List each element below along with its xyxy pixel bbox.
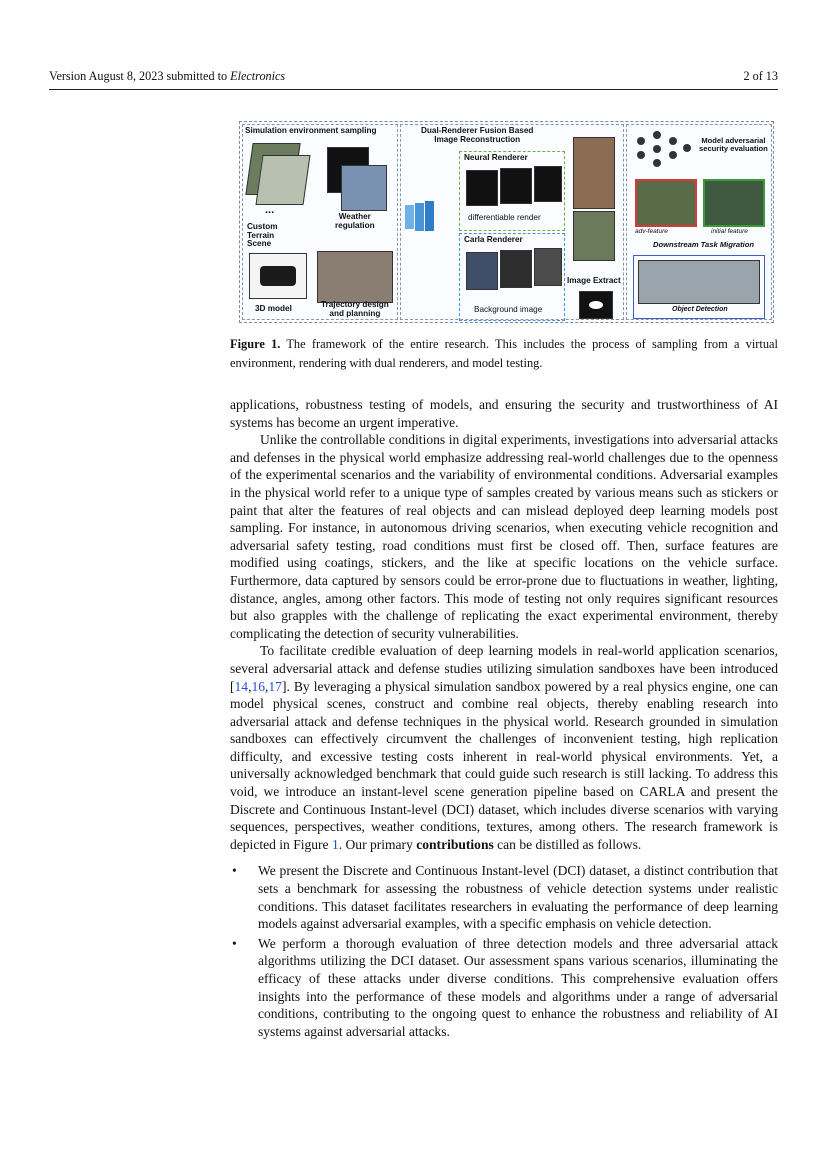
caption-label: Figure 1.: [230, 337, 281, 351]
citation-link[interactable]: 17: [268, 678, 282, 694]
contributions-list: [230, 862, 778, 1040]
model3d-label: 3D model: [255, 304, 292, 313]
panel-simulation-sampling: [242, 124, 398, 320]
figure-caption: [230, 335, 778, 372]
object-detection-box: [633, 255, 765, 319]
figure-1: [239, 121, 774, 323]
weather-thumb-2: [341, 165, 387, 211]
paragraph-3: To facilitate credible evaluation of deep learning models in real-world application scenarios, several adversarial attack and defense studies utilizing simulation sandboxes have been introduced [14,16,17]. By leveraging a physical simulation sandbox powered by a real physics engine, one can model physical scenes, construct and combine real objects, thereby enabling research into adversarial attack and defense techniques in the physical world. Research grounded in simulation sandboxes can effectively circumvent the challenges of inconvenient testing, high replication difficulty, and excessive testing costs inherent in real-world physical environments. Yet, a universally acknowledged benchmark that could guide such research is still lacking. To address this void, we introduce an instant-level scene generation pipeline based on CARLA and present the Discrete and Continuous Instant-level (DCI) dataset, which includes diverse scenarios with varying sequences, perspectives, weather conditions, textures, among others. The research framework is depicted in Figure 1. Our primary contributions can be distilled as follows.: [230, 643, 778, 852]
adv-car-thumb: [635, 179, 697, 227]
bullet-symbol: •: [232, 935, 237, 951]
terrain-map-thumb-2: [255, 155, 310, 205]
header-version: Version August 8, 2023 submitted to Electronics: [49, 68, 286, 83]
bullet-symbol: •: [232, 863, 237, 879]
differentiable-render-label: differentiable render: [468, 213, 541, 222]
panel2-title: Dual-Renderer Fusion Based Image Reconstruction: [421, 126, 534, 144]
background-image-label: Background image: [474, 305, 543, 314]
paragraph-2: Unlike the controllable conditions in digital experiments, investigations into adversarial attacks and defenses in the physical world emphasize addressing real-world challenges due to the openness of the experimental scenarios and the variability of environmental conditions. Adversarial examples in the physical world refer to a unique type of samples created by various means such as stickers or paint that alter the features of real objects and can mislead deployed deep learning models post sampling. For instance, in autonomous driving scenarios, when executing vehicle recognition and adversarial safety testing, road conditions must first be closed off. Then, surface features are modified using coatings, stickers, and the like at specific locations on the vehicle surface. Furthermore, data captured by sensors could be error-prone due to fluctuations in weather, lighting, distance, angles, among other factors. This mode of testing not only requires significant resources but also grapples with the challenge of replicating the exact experimental environment, thereby complicating the detection of security vulnerabilities.: [230, 432, 778, 641]
panel-dual-renderer: [400, 124, 624, 320]
detection-scene-thumb: [638, 260, 760, 304]
running-header: [49, 66, 778, 86]
downstream-label: Downstream Task Migration: [653, 240, 754, 249]
paragraph-1: applications, robustness testing of models, and ensuring the security and trustworthiness of AI systems has become an urgent imperative.: [230, 397, 778, 430]
figure-ref-link[interactable]: 1: [331, 836, 339, 852]
security-eval-label: Model adversarial security evaluation: [699, 136, 768, 153]
custom-terrain-label: Custom Terrain Scene: [247, 222, 278, 249]
render-thumb-3: [534, 166, 562, 202]
render-thumb-1: [466, 170, 498, 206]
panel-evaluation: [626, 124, 772, 320]
weather-label: Weather regulation: [335, 212, 375, 230]
header-rule: [49, 89, 778, 90]
caption-text: The framework of the entire research. This includes the process of sampling from a virtual environment, rendering with dual renderers, and model testing.: [230, 337, 778, 370]
adv-feature-label: adv-feature: [635, 228, 668, 235]
neural-renderer-label: Neural Renderer: [464, 153, 528, 162]
contributions-bold: contributions: [416, 836, 494, 852]
trajectory-thumb: [317, 251, 393, 303]
initial-feature-label: initial feature: [711, 228, 748, 235]
object-detection-label: Object Detection: [672, 306, 728, 313]
page-number: 2 of 13: [743, 68, 778, 83]
citation-link[interactable]: 16: [251, 678, 265, 694]
list-item: • We perform a thorough evaluation of three detection models and three adversarial attack algorithms utilizing the DCI dataset. Our assessment spans various scenarios, illuminating the efficacy of these attacks under diverse conditions. This comprehensive evaluation offers insights into the performance of these models and algorithms under a range of adversarial conditions, contributing to the ongoing quest to enhance the robustness and reliability of AI systems against adversarial attacks.: [232, 935, 778, 1039]
carla-thumb-2: [500, 250, 532, 288]
image-extract-label: Image Extract: [567, 276, 621, 285]
carla-thumb-3: [534, 248, 562, 286]
carla-renderer-box: [459, 233, 565, 321]
encoder-blocks: [405, 201, 439, 231]
ellipsis-1: ...: [265, 204, 275, 216]
fused-image-thumb-2: [573, 211, 615, 261]
journal-name: Electronics: [230, 68, 286, 83]
car-model-thumb: [249, 253, 307, 299]
neural-renderer-box: [459, 151, 565, 231]
body-text: [230, 396, 778, 1042]
carla-renderer-label: Carla Renderer: [464, 235, 523, 244]
trajectory-label: Trajectory design and planning: [321, 300, 389, 318]
panel1-title: Simulation environment sampling: [245, 126, 377, 135]
citation-link[interactable]: 14: [234, 678, 249, 694]
network-graph-icon: [637, 131, 693, 171]
fused-image-thumb: [573, 137, 615, 209]
initial-car-thumb: [703, 179, 765, 227]
list-item: • We present the Discrete and Continuous Instant-level (DCI) dataset, a distinct contribution that sets a benchmark for assessing the robustness of vehicle detection systems under realistic conditions. This dataset facilitates researchers in evaluating the performance of deep learning models against adversarial examples, with a specific emphasis on vehicle detection.: [232, 863, 778, 932]
carla-thumb-1: [466, 252, 498, 290]
mask-thumb: [579, 291, 613, 319]
render-thumb-2: [500, 168, 532, 204]
